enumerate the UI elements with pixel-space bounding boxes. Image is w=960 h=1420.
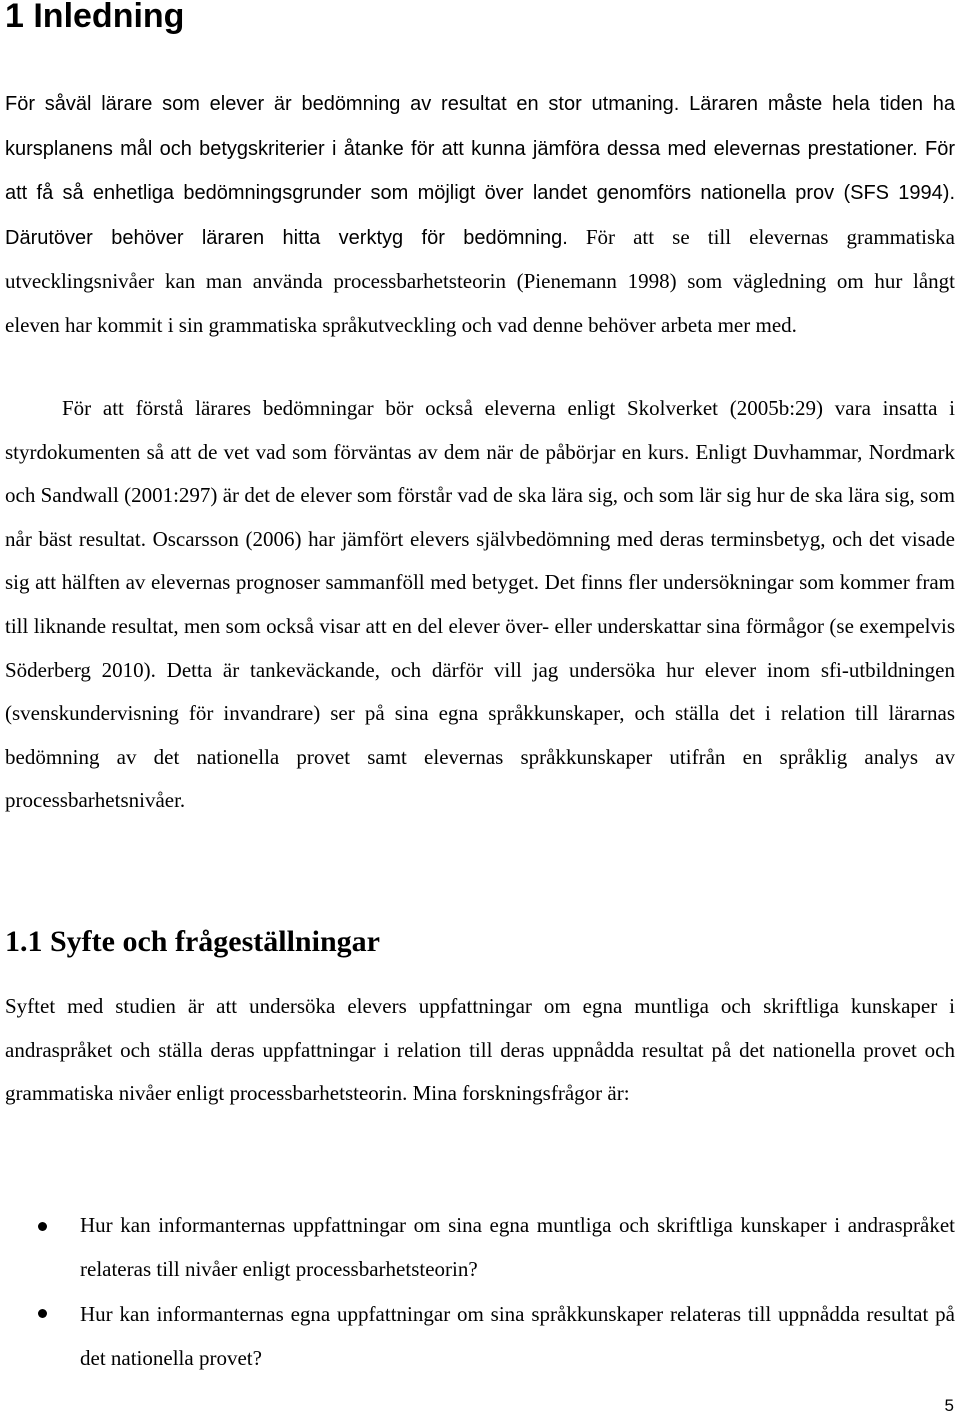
intro-text-serif: För att se till elevernas grammatiska utvecklingsnivåer kan man använda processbarhetsteorin (Pienemann 1998) som vägledning om hur långt eleven har kommit i sin grammatiska språkutveckling och vad denne behöver arbeta mer med. xyxy=(5,224,955,337)
bullet-icon xyxy=(38,1222,47,1231)
intro-paragraph xyxy=(5,82,955,348)
subsection-heading: 1.1 Syfte och frågeställningar xyxy=(5,925,380,958)
page-number: 5 xyxy=(944,1396,954,1415)
purpose-paragraph: Syftet med studien är att undersöka elevers uppfattningar om egna muntliga och skriftliga kunskaper i andraspråket och ställa deras uppfattningar i relation till deras uppnådda resultat på det nationella provet och grammatiska nivåer enligt processbarhetsteorin. Mina forskningsfrågor är: xyxy=(5,994,955,1106)
intro-text-sans: För såväl lärare som elever är bedömning av resultat en stor utmaning. Läraren måste hela tiden ha kursplanens mål och betygskriterier i åtanke för att kunna jämföra dessa med elevernas prestationer. För att få så enhetliga bedömningsgrunder som möjligt över landet genomförs nationella prov (SFS 1994). Därutöver behöver läraren hitta verktyg för bedömning. xyxy=(5,93,955,249)
bullet-icon xyxy=(38,1309,47,1318)
research-question-2: Hur kan informanternas egna uppfattningar om sina språkkunskaper relateras till uppnådda resultat på det nationella provet? xyxy=(80,1302,955,1370)
body-paragraph: För att förstå lärares bedömningar bör också eleverna enligt Skolverket (2005b:29) vara insatta i styrdokumenten så att de vet vad som förväntas av dem när de påbörjar en kurs. Enligt Duvhammar, Nordmark och Sandwall (2001:297) är det de elever som förstår vad de ska lära sig, och som lär sig hur de ska lära sig, som når bäst resultat. Oscarsson (2006) har jämfört elevers självbedömning med deras terminsbetyg, och det visade sig att hälften av elevernas prognoser sammanföll med betyget. Det finns fler undersökningar som kommer fram till liknande resultat, men som också visar att en del elever över- eller underskattar sina förmågor (se exempelvis Söderberg 2010). Detta är tankeväckande, och därför vill jag undersöka hur elever inom sfi-utbildningen (svenskundervisning för invandrare) ser på sina egna språkkunskaper, och ställa det i relation till lärarnas bedömning av det nationella provet samt elevernas språkkunskaper utifrån en språklig analys av processbarhetsnivåer. xyxy=(5,396,955,813)
section-heading: 1 Inledning xyxy=(5,0,185,35)
research-question-1: Hur kan informanternas uppfattningar om sina egna muntliga och skriftliga kunskaper i andraspråket relateras till nivåer enligt processbarhetsteorin? xyxy=(80,1213,955,1281)
